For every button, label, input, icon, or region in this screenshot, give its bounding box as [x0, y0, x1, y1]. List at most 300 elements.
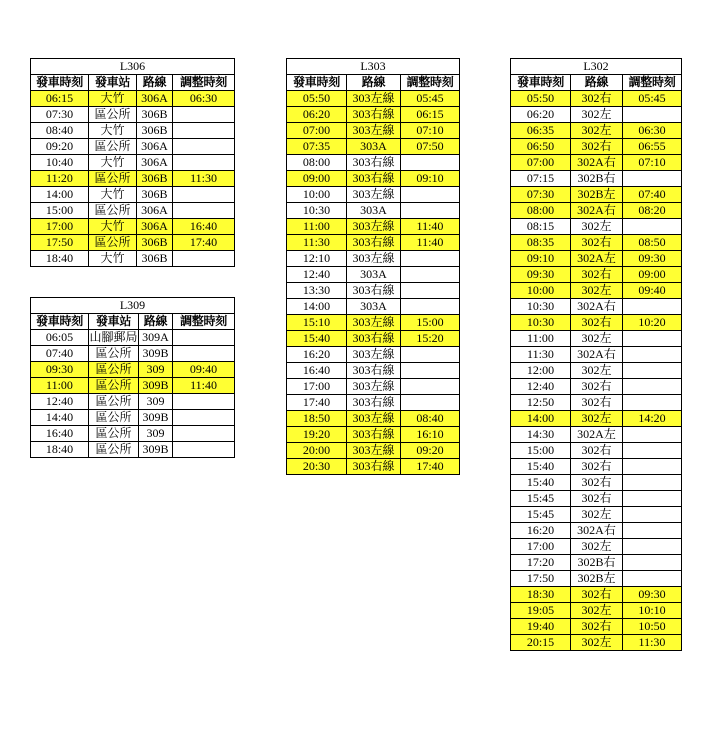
- table-title: L303: [287, 59, 460, 75]
- table-title: L302: [511, 59, 682, 75]
- route-cell: 302左: [571, 123, 623, 139]
- adjusted-time-cell: [173, 394, 235, 410]
- route-cell: 302右: [571, 235, 623, 251]
- route-cell: 302左: [571, 507, 623, 523]
- departure-time-cell: 08:35: [511, 235, 571, 251]
- adjusted-time-cell: [401, 363, 460, 379]
- route-cell: 302左: [571, 283, 623, 299]
- adjusted-time-cell: 06:30: [623, 123, 682, 139]
- column-header-route: 路線: [139, 314, 173, 330]
- table-row: [511, 507, 682, 523]
- adjusted-time-cell: [173, 330, 235, 346]
- adjusted-time-cell: [401, 203, 460, 219]
- departure-station-cell: 區公所: [89, 171, 137, 187]
- departure-time-cell: 17:50: [511, 571, 571, 587]
- route-cell: 302左: [571, 219, 623, 235]
- route-cell: 302右: [571, 395, 623, 411]
- departure-time-cell: 17:00: [31, 219, 89, 235]
- route-cell: 306A: [137, 219, 173, 235]
- schedule-table-l306: [30, 58, 235, 267]
- adjusted-time-cell: 09:00: [623, 267, 682, 283]
- table-row: [511, 347, 682, 363]
- table-row: [511, 171, 682, 187]
- departure-time-cell: 15:40: [511, 459, 571, 475]
- table-row: [31, 187, 235, 203]
- adjusted-time-cell: [623, 555, 682, 571]
- adjusted-time-cell: 11:40: [401, 219, 460, 235]
- table-row: [31, 219, 235, 235]
- adjusted-time-cell: 17:40: [173, 235, 235, 251]
- table-row: [287, 251, 460, 267]
- table-row: [287, 283, 460, 299]
- adjusted-time-cell: [623, 443, 682, 459]
- departure-station-cell: 區公所: [89, 410, 139, 426]
- adjusted-time-cell: 05:45: [401, 91, 460, 107]
- route-cell: 303左線: [347, 91, 401, 107]
- departure-time-cell: 07:00: [511, 155, 571, 171]
- column-header-route: 路線: [347, 75, 401, 91]
- schedule-table-l302: [510, 58, 682, 651]
- departure-station-cell: 大竹: [89, 123, 137, 139]
- adjusted-time-cell: 17:40: [401, 459, 460, 475]
- departure-time-cell: 16:40: [31, 426, 89, 442]
- table-row: [287, 155, 460, 171]
- departure-time-cell: 06:15: [31, 91, 89, 107]
- column-header-departure-time: 發車時刻: [31, 314, 89, 330]
- table-row: [31, 346, 235, 362]
- table-row: [31, 203, 235, 219]
- route-cell: 303左線: [347, 347, 401, 363]
- route-cell: 302右: [571, 91, 623, 107]
- departure-time-cell: 18:40: [31, 442, 89, 458]
- adjusted-time-cell: 15:00: [401, 315, 460, 331]
- departure-station-cell: 區公所: [89, 394, 139, 410]
- table-row: [287, 363, 460, 379]
- table-row: [287, 427, 460, 443]
- table-row: [511, 603, 682, 619]
- table-title: L306: [31, 59, 235, 75]
- adjusted-time-cell: [173, 346, 235, 362]
- route-cell: 303右線: [347, 235, 401, 251]
- adjusted-time-cell: 08:20: [623, 203, 682, 219]
- table-row: [287, 219, 460, 235]
- route-cell: 302A右: [571, 299, 623, 315]
- departure-time-cell: 14:00: [511, 411, 571, 427]
- route-cell: 303右線: [347, 395, 401, 411]
- departure-time-cell: 06:05: [31, 330, 89, 346]
- adjusted-time-cell: 06:30: [173, 91, 235, 107]
- column-header-adjusted-time: 調整時刻: [401, 75, 460, 91]
- route-cell: 302B右: [571, 171, 623, 187]
- departure-station-cell: 區公所: [89, 362, 139, 378]
- adjusted-time-cell: [623, 395, 682, 411]
- departure-time-cell: 07:40: [31, 346, 89, 362]
- route-cell: 302右: [571, 139, 623, 155]
- table-row: [31, 378, 235, 394]
- departure-time-cell: 06:50: [511, 139, 571, 155]
- departure-station-cell: 區公所: [89, 378, 139, 394]
- adjusted-time-cell: 09:30: [623, 251, 682, 267]
- departure-time-cell: 18:50: [287, 411, 347, 427]
- route-cell: 309A: [139, 330, 173, 346]
- route-cell: 309: [139, 426, 173, 442]
- adjusted-time-cell: [623, 331, 682, 347]
- adjusted-time-cell: [173, 442, 235, 458]
- route-cell: 309B: [139, 378, 173, 394]
- departure-time-cell: 14:00: [31, 187, 89, 203]
- departure-time-cell: 11:30: [511, 347, 571, 363]
- route-cell: 303右線: [347, 283, 401, 299]
- table-row: [31, 362, 235, 378]
- adjusted-time-cell: [623, 571, 682, 587]
- route-cell: 309: [139, 362, 173, 378]
- adjusted-time-cell: 09:40: [623, 283, 682, 299]
- adjusted-time-cell: [623, 107, 682, 123]
- table-header-row: [31, 75, 235, 91]
- route-cell: 306B: [137, 107, 173, 123]
- departure-time-cell: 12:50: [511, 395, 571, 411]
- column-header-route: 路線: [571, 75, 623, 91]
- departure-time-cell: 11:00: [31, 378, 89, 394]
- route-cell: 302右: [571, 619, 623, 635]
- route-cell: 302左: [571, 107, 623, 123]
- route-cell: 302B右: [571, 555, 623, 571]
- departure-time-cell: 11:30: [287, 235, 347, 251]
- route-cell: 302A左: [571, 427, 623, 443]
- column-header-adjusted-time: 調整時刻: [623, 75, 682, 91]
- route-cell: 303左線: [347, 443, 401, 459]
- departure-time-cell: 10:30: [511, 315, 571, 331]
- departure-time-cell: 09:30: [511, 267, 571, 283]
- column-header-departure-station: 發車站: [89, 75, 137, 91]
- route-cell: 306B: [137, 123, 173, 139]
- table-row: [287, 123, 460, 139]
- route-cell: 303右線: [347, 459, 401, 475]
- table-row: [511, 379, 682, 395]
- route-cell: 302A右: [571, 203, 623, 219]
- route-cell: 302左: [571, 331, 623, 347]
- table-row: [511, 139, 682, 155]
- route-cell: 309B: [139, 410, 173, 426]
- table-row: [287, 395, 460, 411]
- departure-time-cell: 09:10: [511, 251, 571, 267]
- departure-time-cell: 10:00: [511, 283, 571, 299]
- adjusted-time-cell: [623, 507, 682, 523]
- route-cell: 306B: [137, 187, 173, 203]
- table-row: [511, 219, 682, 235]
- departure-time-cell: 15:00: [511, 443, 571, 459]
- departure-time-cell: 17:20: [511, 555, 571, 571]
- departure-time-cell: 12:40: [511, 379, 571, 395]
- departure-station-cell: 區公所: [89, 426, 139, 442]
- adjusted-time-cell: [623, 219, 682, 235]
- table-title-row: [511, 59, 682, 75]
- route-cell: 306A: [137, 203, 173, 219]
- route-cell: 303左線: [347, 315, 401, 331]
- departure-time-cell: 07:30: [511, 187, 571, 203]
- route-cell: 303右線: [347, 171, 401, 187]
- table-row: [511, 187, 682, 203]
- table-row: [511, 427, 682, 443]
- table-body: [31, 330, 235, 458]
- table-row: [287, 411, 460, 427]
- adjusted-time-cell: 08:40: [401, 411, 460, 427]
- adjusted-time-cell: 09:40: [173, 362, 235, 378]
- adjusted-time-cell: [401, 283, 460, 299]
- table-row: [511, 411, 682, 427]
- route-cell: 302右: [571, 491, 623, 507]
- route-cell: 303左線: [347, 123, 401, 139]
- route-cell: 306B: [137, 235, 173, 251]
- route-cell: 302右: [571, 267, 623, 283]
- table-row: [511, 475, 682, 491]
- adjusted-time-cell: 11:40: [173, 378, 235, 394]
- table-row: [287, 139, 460, 155]
- departure-time-cell: 15:45: [511, 507, 571, 523]
- table-row: [511, 123, 682, 139]
- table-row: [31, 394, 235, 410]
- table-title: L309: [31, 298, 235, 314]
- adjusted-time-cell: 11:40: [401, 235, 460, 251]
- adjusted-time-cell: 07:10: [401, 123, 460, 139]
- column-header-departure-time: 發車時刻: [287, 75, 347, 91]
- departure-time-cell: 05:50: [287, 91, 347, 107]
- departure-time-cell: 10:00: [287, 187, 347, 203]
- column-header-departure-time: 發車時刻: [511, 75, 571, 91]
- table-row: [287, 171, 460, 187]
- table-row: [287, 379, 460, 395]
- route-cell: 303A: [347, 203, 401, 219]
- column-header-adjusted-time: 調整時刻: [173, 75, 235, 91]
- route-cell: 303右線: [347, 427, 401, 443]
- route-cell: 303A: [347, 299, 401, 315]
- table-row: [31, 442, 235, 458]
- adjusted-time-cell: 10:20: [623, 315, 682, 331]
- table-row: [511, 395, 682, 411]
- departure-time-cell: 15:00: [31, 203, 89, 219]
- adjusted-time-cell: 07:10: [623, 155, 682, 171]
- adjusted-time-cell: [173, 251, 235, 267]
- adjusted-time-cell: [173, 203, 235, 219]
- departure-time-cell: 16:20: [287, 347, 347, 363]
- departure-time-cell: 17:40: [287, 395, 347, 411]
- adjusted-time-cell: [173, 155, 235, 171]
- table-row: [31, 171, 235, 187]
- route-cell: 303左線: [347, 219, 401, 235]
- adjusted-time-cell: [173, 426, 235, 442]
- departure-time-cell: 07:35: [287, 139, 347, 155]
- schedule-table-l309: [30, 297, 235, 458]
- table-row: [287, 187, 460, 203]
- adjusted-time-cell: [173, 187, 235, 203]
- departure-time-cell: 15:10: [287, 315, 347, 331]
- route-cell: 302A右: [571, 347, 623, 363]
- adjusted-time-cell: [401, 155, 460, 171]
- departure-time-cell: 20:00: [287, 443, 347, 459]
- table-row: [511, 315, 682, 331]
- table-row: [511, 203, 682, 219]
- adjusted-time-cell: 06:55: [623, 139, 682, 155]
- table-body: [31, 91, 235, 267]
- departure-time-cell: 08:00: [287, 155, 347, 171]
- departure-time-cell: 17:50: [31, 235, 89, 251]
- table-row: [31, 426, 235, 442]
- departure-time-cell: 15:40: [511, 475, 571, 491]
- route-cell: 302左: [571, 539, 623, 555]
- adjusted-time-cell: 09:30: [623, 587, 682, 603]
- table-row: [511, 635, 682, 651]
- adjusted-time-cell: 08:50: [623, 235, 682, 251]
- departure-time-cell: 13:30: [287, 283, 347, 299]
- route-cell: 303右線: [347, 107, 401, 123]
- route-cell: 303A: [347, 267, 401, 283]
- column-header-departure-time: 發車時刻: [31, 75, 89, 91]
- table-header-row: [287, 75, 460, 91]
- table-title-row: [31, 59, 235, 75]
- departure-time-cell: 17:00: [511, 539, 571, 555]
- departure-time-cell: 15:40: [287, 331, 347, 347]
- table-row: [511, 619, 682, 635]
- adjusted-time-cell: [173, 139, 235, 155]
- departure-station-cell: 大竹: [89, 187, 137, 203]
- departure-time-cell: 10:30: [287, 203, 347, 219]
- departure-time-cell: 05:50: [511, 91, 571, 107]
- departure-time-cell: 19:40: [511, 619, 571, 635]
- table-row: [511, 459, 682, 475]
- departure-time-cell: 11:00: [287, 219, 347, 235]
- table-row: [287, 347, 460, 363]
- route-cell: 302左: [571, 363, 623, 379]
- schedule-table-l303: [286, 58, 460, 475]
- route-cell: 302右: [571, 315, 623, 331]
- departure-time-cell: 07:15: [511, 171, 571, 187]
- departure-time-cell: 19:20: [287, 427, 347, 443]
- departure-time-cell: 08:00: [511, 203, 571, 219]
- table-row: [287, 443, 460, 459]
- adjusted-time-cell: [401, 395, 460, 411]
- departure-time-cell: 18:30: [511, 587, 571, 603]
- table-row: [31, 410, 235, 426]
- adjusted-time-cell: 10:10: [623, 603, 682, 619]
- table-row: [511, 523, 682, 539]
- table-row: [31, 330, 235, 346]
- departure-time-cell: 14:40: [31, 410, 89, 426]
- departure-time-cell: 08:40: [31, 123, 89, 139]
- adjusted-time-cell: [401, 379, 460, 395]
- table-body: [287, 91, 460, 475]
- table-row: [287, 331, 460, 347]
- adjusted-time-cell: [623, 427, 682, 443]
- adjusted-time-cell: 05:45: [623, 91, 682, 107]
- table-row: [287, 91, 460, 107]
- departure-time-cell: 20:15: [511, 635, 571, 651]
- departure-station-cell: 大竹: [89, 91, 137, 107]
- departure-station-cell: 山腳郵局: [89, 330, 138, 344]
- adjusted-time-cell: 16:10: [401, 427, 460, 443]
- adjusted-time-cell: 11:30: [623, 635, 682, 651]
- route-cell: 303左線: [347, 251, 401, 267]
- route-cell: 303左線: [347, 187, 401, 203]
- adjusted-time-cell: [623, 523, 682, 539]
- route-cell: 303右線: [347, 363, 401, 379]
- adjusted-time-cell: 16:40: [173, 219, 235, 235]
- table-row: [511, 491, 682, 507]
- adjusted-time-cell: 06:15: [401, 107, 460, 123]
- table-row: [287, 203, 460, 219]
- table-row: [511, 283, 682, 299]
- table-row: [511, 539, 682, 555]
- table-row: [287, 267, 460, 283]
- table-row: [511, 107, 682, 123]
- adjusted-time-cell: 14:20: [623, 411, 682, 427]
- route-cell: 302A右: [571, 155, 623, 171]
- route-cell: 306A: [137, 155, 173, 171]
- departure-time-cell: 12:00: [511, 363, 571, 379]
- departure-station-cell: 區公所: [89, 107, 137, 123]
- departure-time-cell: 07:00: [287, 123, 347, 139]
- route-cell: 302左: [571, 411, 623, 427]
- departure-time-cell: 10:40: [31, 155, 89, 171]
- route-cell: 302右: [571, 379, 623, 395]
- table-row: [31, 139, 235, 155]
- departure-time-cell: 11:00: [511, 331, 571, 347]
- adjusted-time-cell: [623, 379, 682, 395]
- departure-time-cell: 12:10: [287, 251, 347, 267]
- adjusted-time-cell: [623, 491, 682, 507]
- departure-time-cell: 09:00: [287, 171, 347, 187]
- table-row: [287, 315, 460, 331]
- route-cell: 302右: [571, 459, 623, 475]
- table-header-row: [511, 75, 682, 91]
- table-row: [287, 107, 460, 123]
- departure-time-cell: 06:35: [511, 123, 571, 139]
- adjusted-time-cell: [173, 107, 235, 123]
- departure-time-cell: 16:20: [511, 523, 571, 539]
- table-row: [511, 555, 682, 571]
- adjusted-time-cell: [401, 347, 460, 363]
- adjusted-time-cell: 11:30: [173, 171, 235, 187]
- departure-time-cell: 17:00: [287, 379, 347, 395]
- table-row: [511, 299, 682, 315]
- route-cell: 303左線: [347, 411, 401, 427]
- table-row: [31, 251, 235, 267]
- route-cell: 306A: [137, 91, 173, 107]
- departure-station-cell: 區公所: [89, 346, 139, 362]
- adjusted-time-cell: [623, 171, 682, 187]
- route-cell: 303右線: [347, 331, 401, 347]
- table-row: [31, 155, 235, 171]
- departure-time-cell: 09:30: [31, 362, 89, 378]
- column-header-departure-station: 發車站: [89, 314, 139, 330]
- adjusted-time-cell: [401, 299, 460, 315]
- table-title-row: [287, 59, 460, 75]
- departure-time-cell: 18:40: [31, 251, 89, 267]
- table-row: [511, 91, 682, 107]
- route-cell: 309: [139, 394, 173, 410]
- adjusted-time-cell: [623, 475, 682, 491]
- departure-time-cell: 14:00: [287, 299, 347, 315]
- route-cell: 302B左: [571, 187, 623, 203]
- adjusted-time-cell: 09:20: [401, 443, 460, 459]
- table-body: [511, 91, 682, 651]
- table-row: [511, 331, 682, 347]
- adjusted-time-cell: 07:50: [401, 139, 460, 155]
- route-cell: 302A左: [571, 251, 623, 267]
- table-row: [511, 363, 682, 379]
- departure-station-cell: 區公所: [89, 442, 139, 458]
- table-row: [511, 251, 682, 267]
- departure-station-cell: 大竹: [89, 251, 137, 267]
